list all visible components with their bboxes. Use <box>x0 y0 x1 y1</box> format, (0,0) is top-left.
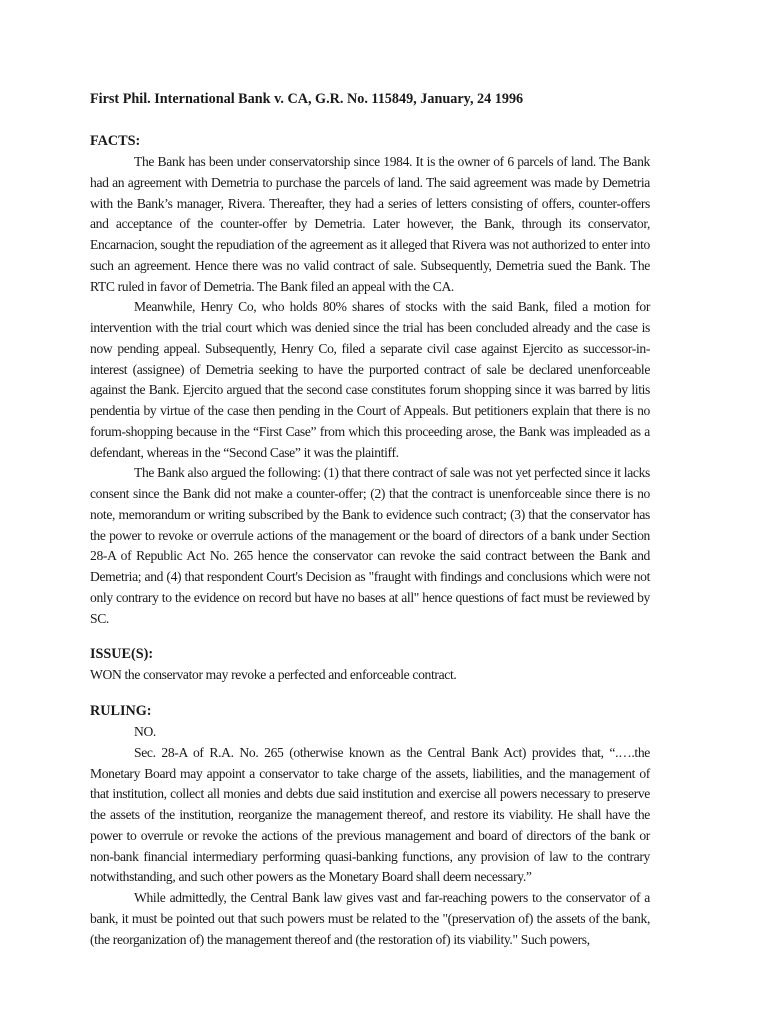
issue-heading: ISSUE(S): <box>90 646 154 663</box>
facts-paragraph-2: Meanwhile, Henry Co, who holds 80% shares of stocks with the said Bank, filed a motion for intervention with the trial court which was denied since the trial has been concluded already and the case is now pending appeal. Subsequently, Henry Co, filed a separate civil case against Ejercito as successor-in-interest (assignee) of Demetria seeking to have the purported contract of sale be declared unenforceable against the Bank. Ejercito argued that the second case constitutes forum shopping since it was barred by litis pendentia by virtue of the case then pending in the Court of Appeals. But petitioners explain that there is no forum-shopping because in the “First Case” from which this proceeding arose, the Bank was impleaded as a defendant, whereas in the “Second Case” it was the plaintiff. <box>90 299 650 460</box>
facts-paragraph-1: The Bank has been under conservatorship since 1984. It is the owner of 6 parcels of land. The Bank had an agreement with Demetria to purchase the parcels of land. The said agreement was made by Demetria with the Bank’s manager, Rivera. Thereafter, they had a series of letters consisting of offers, counter-offers and acceptance of the counter-offer by Demetria. Later however, the Bank, through its conservator, Encarnacion, sought the repudiation of the agreement as it alleged that Rivera was not authorized to enter into such an agreement. Hence there was no valid contract of sale. Subsequently, Demetria sued the Bank. The RTC ruled in favor of Demetria. The Bank filed an appeal with the CA. <box>90 154 650 294</box>
ruling-heading: RULING: <box>90 703 152 719</box>
facts-heading: FACTS: <box>90 133 141 149</box>
facts-paragraph-3: The Bank also argued the following: (1) that there contract of sale was not yet perfected since it lacks consent since the Bank did not make a counter-offer; (2) that the contract is unenforceable since there is no note, memorandum or writing subscribed by the Bank to evidence such contract; (3) that the conservator has the power to revoke or overrule actions of the management or the board of directors of a bank under Section 28-A of Republic Act No. 265 hence the conservator can revoke the said contract between the Bank and Demetria; and (4) that respondent Court's Decision as "fraught with findings and conclusions which were not only contrary to the evidence on record but have no bases at all" hence questions of fact must be reviewed by SC. <box>90 465 650 626</box>
ruling-answer: NO. <box>134 724 156 739</box>
issue-text: WON the conservator may revoke a perfected and enforceable contract. <box>90 667 457 683</box>
document-page <box>90 88 650 950</box>
section-spacer <box>90 629 650 643</box>
section-spacer <box>90 686 650 700</box>
ruling-paragraph-1: Sec. 28-A of R.A. No. 265 (otherwise known as the Central Bank Act) provides that, “.….the Monetary Board may appoint a conservator to take charge of the assets, liabilities, and the management of that institution, collect all monies and debts due said institution and exercise all powers necessary to preserve the assets of the institution, reorganize the management thereof, and restore its viability. He shall have the power to overrule or revoke the actions of the previous management and board of directors of the bank or non-bank financial intermediary performing quasi-banking functions, any provision of law to the contrary notwithstanding, and such other powers as the Monetary Board shall deem necessary.” <box>90 744 650 885</box>
case-title: First Phil. International Bank v. CA, G.R. No. 115849, January, 24 1996 <box>90 91 524 107</box>
ruling-paragraph-2: While admittedly, the Central Bank law gives vast and far-reaching powers to the conservator of a bank, it must be pointed out that such powers must be related to the "(preservation of) the assets of the bank, (the reorganization of) the management thereof and (the restoration of) its viability." Such powers, <box>90 890 650 947</box>
